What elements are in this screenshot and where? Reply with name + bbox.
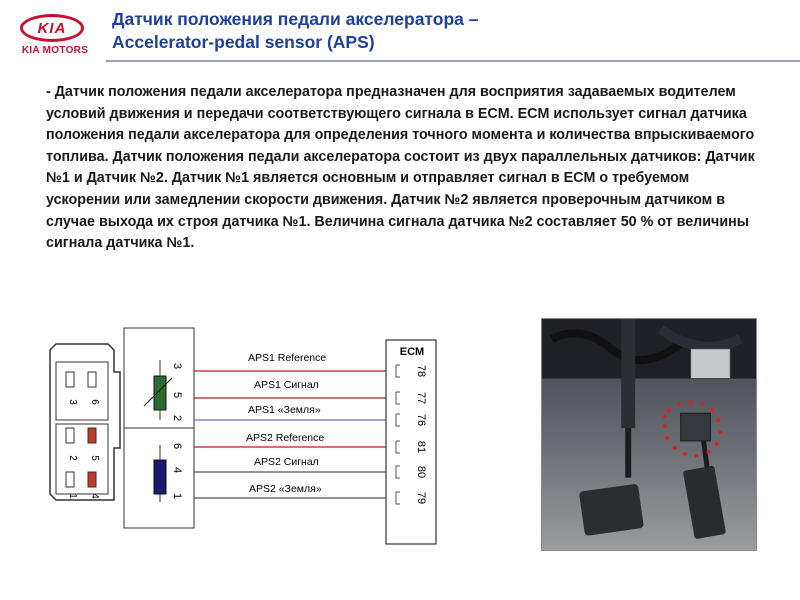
connector-pin-6: 6 [89,399,100,405]
brake-pedal [579,484,644,536]
connector-pin-5: 5 [89,455,100,461]
signal-label: APS2 «Земля» [249,483,322,495]
connector-face [50,344,120,500]
connector-pin-1: 1 [67,493,78,499]
kia-logo [14,14,94,60]
signal-labels [246,352,326,495]
kia-motors-text: KIA MOTORS [21,45,89,56]
sensor-pin-label: 4 [171,466,183,474]
kia-emblem: KIA [20,14,84,42]
title-russian: Датчик положения педали акселератора – [112,9,479,29]
ecm-pin-label: 76 [415,413,427,427]
ecm-pin-label: 77 [415,391,427,405]
title-divider [106,60,800,62]
ecm-connector [386,340,436,544]
wiring-diagram [40,320,480,550]
description-paragraph: - Датчик положения педали акселератора предназначен для восприятия задаваемых водителем условий движения и передачи соответствующего сигнала в ECM. ECM использует сигнал датчика положения педали акселератора для определения точного момента и количества впрыскиваемого топлива. Датчик положения педали акселератора состоит из двух параллельных датчиков: Датчик №1 и Датчик №2. Датчик №1 является основным и отправляет сигнал в ECM о требуемом ускорении или замедлении скорости движения. Датчик №2 является проверочным датчиком в случае выхода их строя датчика №1. Величина сигнала датчика №2 составляет 50 % от величины сигнала датчика №1. [46,84,755,252]
signal-label: APS1 Reference [248,352,327,364]
pedal-photo [541,318,757,551]
ecm-pin-label: 80 [415,465,427,479]
sensor-pin-label: 5 [171,391,183,399]
signal-label: APS1 Сигнал [254,379,319,391]
sensor-pin-label: 3 [171,362,183,370]
ecm-label: ECM [399,346,425,358]
signal-label: APS1 «Земля» [248,404,321,416]
aps2-sensor [154,460,166,494]
signal-label: APS2 Сигнал [254,456,319,468]
connector-pin-4: 4 [89,493,100,499]
aps1-sensor [154,376,166,410]
sensor-pin-label: 2 [171,414,183,422]
sensor-pin-label: 6 [171,442,183,450]
title-english: Accelerator-pedal sensor (APS) [112,32,375,52]
connector-pin-2: 2 [67,455,78,461]
ecm-pin-label: 78 [415,364,427,378]
signal-label: APS2 Reference [246,432,325,444]
connector-pin-3: 3 [67,399,78,405]
sensor-pin-label: 1 [171,492,183,500]
page-title [112,8,672,54]
ecm-pin-label: 79 [415,491,427,505]
ecm-pin-label: 81 [415,440,427,454]
